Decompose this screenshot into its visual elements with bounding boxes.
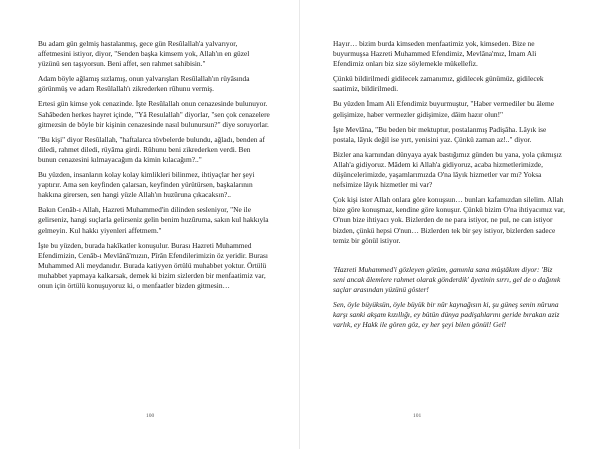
paragraph: Bu adam gün gelmiş hastalanmış, gece gün Resûlallah'a yalvarıyor, affetmesini istiyor, diyor, "Senden başka kimsem yok, Allah'ın en güzel yüzünü sen taşıyorsun. Beni affet, sen rahmet sahibisin.": [38, 39, 250, 69]
right-page: [300, 0, 600, 449]
paragraph: Hayır… bizim burda kimseden menfaatimiz yok, kimseden. Bize ne buyurmuşsa Hazreti Muhammed Efendimiz, Mevlâna'mız, İmam Ali Efendimiz onları biz size söylemekle mükellefiz.: [333, 39, 537, 69]
paragraph: "Bu kişi" diyor Resûlallah, "haftalarca tövbelerde bulundu, ağladı, benden af diledi, rahmet diledi, rüyâma girdi. Rûhunu beni zikrederken verdi. Ben bunun cenazesini kılmayacağım da kimin kılacağım?..": [38, 134, 266, 164]
page-number: 101: [413, 413, 422, 419]
page-number: 100: [146, 413, 155, 419]
left-page-text: [38, 39, 270, 296]
right-page-text: [333, 39, 565, 335]
paragraph: Bakın Cenâb-ı Allah, Hazreti Muhammed'in dilinden sesleniyor, "Ne ile gelirseniz, hangi suçlarla gelirseniz gelin benim huzûruma, sakın kul hakkıyla gelmeyin. Kul hakkı yiyenleri affetmem.": [38, 205, 269, 235]
paragraph: Çok kişi ister Allah onlara göre konuşsun… bunları kafamızdan silelim. Allah bize göre konuşmaz, kendine göre konuşur. Çünkü bizim O'na ihtiyacımız var, O'nun bize ihtiyacı yok. Bizlerden de ne para istiyor, ne pul, ne can istiyor bizden, çünkü hepsi O'nun… Bizlerden tek bir şey istiyor, bizlerden sadece temiz bir gönül istiyor.: [333, 195, 565, 245]
italic-quote: 'Hazreti Muhammed'i gözleyen gözüm, gamınla sana müştâkım diyor: 'Biz seni ancak âlemlere rahmet olarak gönderdik' âyetinin sırrı, gel de o dağınık saçlar arasından yüzünü göster!: [333, 264, 561, 294]
left-page: [0, 0, 299, 449]
paragraph: Bu yüzden, insanların kolay kolay kimlikleri bilinmez, ihtiyaçlar her şeyi yaptırır. Ama sen keyfinden çalarsan, keyfinden yürütürsen, başkalarının hakkına girersen, sen hangi yüzle Allah'ın huzûruna çıkacaksın?..: [38, 170, 255, 200]
paragraph: Bizler ana karnından dünyaya ayak bastığımız günden bu yana, yola çıkmışız Allah'a gidiyoruz. Mâdem ki Allah'a gidiyoruz, acaba hizmetlerimizde, düşüncelerimizde, yaşamlarımızda O'na lâyık hizmetler var mı? Yoksa nefsimize lâyık hizmetler mi var?: [333, 149, 562, 190]
paragraph: Ertesi gün kimse yok cenazinde. İşte Resûlallah onun cenazesinde bulunuyor. Sahâbeden herkes hayret içinde, "Yâ Resulallah" diyorlar, "sen çok cenazelere gitmezsin de böyle bir kişinin cenazesinde nasıl bulunursun?" diye soruyorlar.: [38, 99, 270, 129]
paragraph: İşte bu yüzden, burada hakîkatler konuşulur. Burası Hazreti Muhammed Efendimizin, Cenâb-ı Mevlânâ'mızın, Pîrân Efendilerimizin öz yeridir. Burası Muhammed Ali meydanıdır. Burada katiyyen örtülü muhabbet yoktur. Örtülü muhabbet yapmaya kalkarsak, demek ki bizim sizlerden bir menfaatimiz var, onun için örtülü konuşuyoruz ki, o menfaatler bizden gitmesin…: [38, 240, 268, 290]
paragraph: İşte Mevlâna, "Bu beden bir mektuptur, postalanmış Padişâha. Lâyık ise postala, lâyık değil ise yırt, yenisini yaz. Çünkü zaman az!.." diyor.: [333, 124, 547, 144]
paragraph: Adam böyle ağlamış sızlamış, onun yalvarışları Resûlallah'ın rüyâsında görünmüş ve adam Resûlallah'ı zikrederken rûhunu vermiş.: [38, 74, 250, 94]
section-spacer: [333, 251, 565, 265]
italic-quote: Sen, öyle büyüksün, öyle büyük bir nûr kaynağısın ki, şu güneş senin nûruna karşı sanki akşam kızıllığı, ey bütün dünya padişahlarını geride bırakan aziz varlık, ey Hakk ile gören göz, ey her şeyi bilen gönül! Gel!: [333, 299, 560, 330]
paragraph: Bu yüzden İmam Ali Efendimiz buyurmuştur, "Haber vermediler bu âleme gelişimize, haber vermezler gidişimize, dâim hazır olun!": [333, 99, 555, 119]
paragraph: Çünkü bildirilmedi gidilecek zamanımız, gidilecek günümüz, gidilecek saatimiz, bildirilmedi.: [333, 74, 544, 94]
